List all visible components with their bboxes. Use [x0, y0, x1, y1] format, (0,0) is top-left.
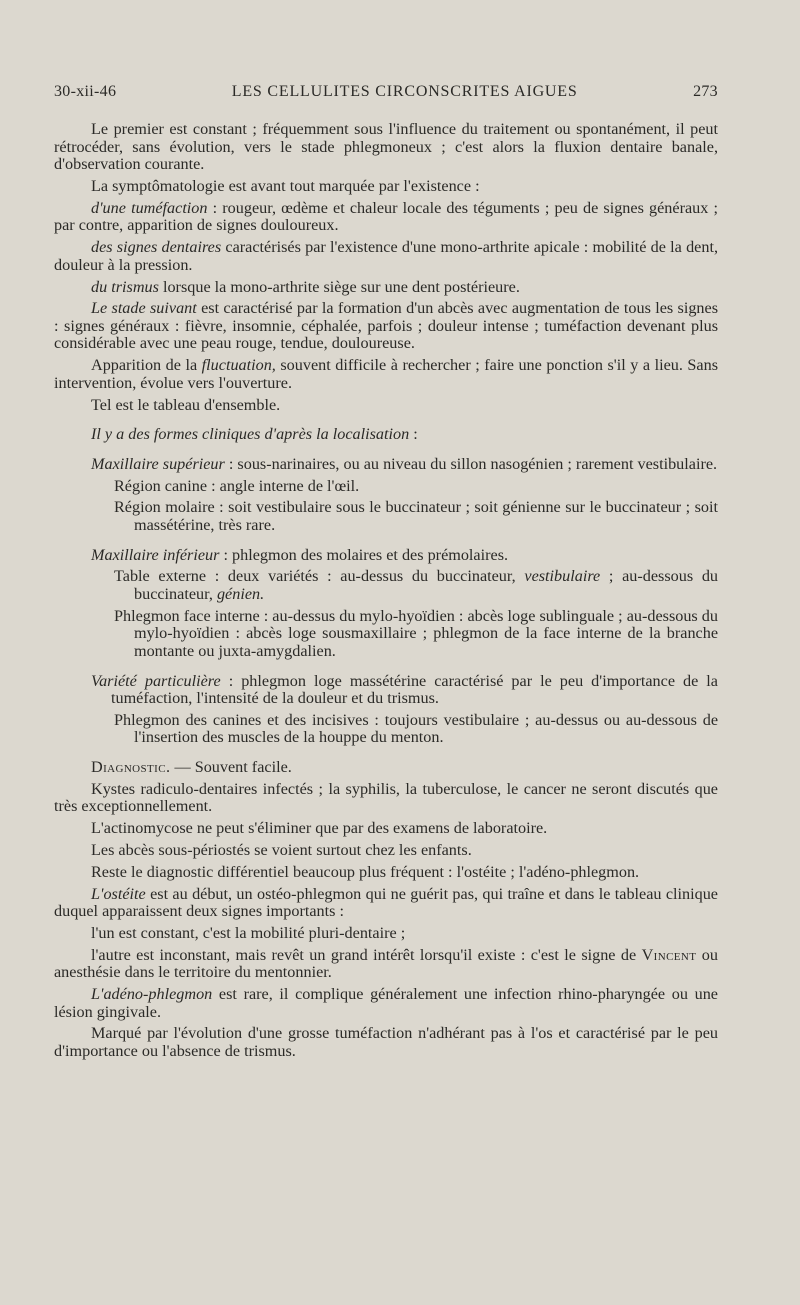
section-heading: Il y a des formes cliniques d'après la localisation :: [91, 425, 418, 444]
paragraph: Reste le diagnostic différentiel beaucoup plus fréquent : l'ostéite ; l'adéno-phlegmon.: [91, 862, 640, 881]
running-header: [54, 83, 718, 101]
list-item: Maxillaire inférieur : phlegmon des molaires et des prémolaires.: [91, 545, 509, 564]
paragraph: Tel est le tableau d'ensemble.: [91, 395, 281, 414]
list-subitem: Phlegmon des canines et des incisives : toujours vestibulaire ; au-dessus ou au-dessous de l'insertion des muscles de la houppe du menton.: [114, 710, 718, 747]
paragraph: Le stade suivant est caractérisé par la formation d'un abcès avec augmentation de tous les signes : signes généraux : fièvre, insomnie, céphalée, parfois ; douleur intense ; tuméfaction devenant plus considérable avec une peau rouge, tendue, douloureuse.: [54, 299, 718, 353]
list-subitem: Phlegmon face interne : au-dessus du mylo-hyoïdien : abcès loge sublinguale ; au-dessous du mylo-hyoïdien : abcès loge sousmaxillaire ; phlegmon de la face interne de la branche montante ou juxta-amygdalien.: [114, 606, 718, 660]
page-body: [54, 121, 718, 1061]
paragraph: L'actinomycose ne peut s'éliminer que par des examens de laboratoire.: [91, 819, 548, 838]
list-subitem: Région molaire : soit vestibulaire sous le buccinateur ; soit génienne sur le buccinateur ; soit massétérine, très rare.: [114, 498, 718, 534]
paragraph: L'adéno-phlegmon est rare, il complique généralement une infection rhino-pharyngée ou une lésion gingivale.: [54, 985, 718, 1021]
running-title: LES CELLULITES CIRCONSCRITES AIGUES: [231, 83, 578, 100]
list-subitem: Table externe : deux variétés : au-dessus du buccinateur, vestibulaire ; au-dessous du buccinateur, génien.: [114, 567, 719, 603]
paragraph: Le premier est constant ; fréquemment sous l'influence du traitement ou spontanément, il peut rétrocéder, sans évolution, vers le stade phlegmoneux ; c'est alors la fluxion dentaire banale, d'observation courante.: [54, 120, 718, 174]
paragraph: Marqué par l'évolution d'une grosse tuméfaction n'adhérant pas à l'os et caractérisé par le peu d'importance ou l'absence de trismus.: [54, 1024, 718, 1061]
paragraph: La symptômatologie est avant tout marquée par l'existence :: [91, 176, 480, 195]
header-date: 30-xii-46: [54, 83, 117, 100]
paragraph: d'une tuméfaction : rougeur, œdème et chaleur locale des téguments ; peu de signes généraux ; par contre, apparition de signes douloureux.: [54, 198, 718, 235]
paragraph: l'un est constant, c'est la mobilité pluri-dentaire ;: [91, 923, 406, 942]
list-item: Maxillaire supérieur : sous-narinaires, ou au niveau du sillon nasogénien ; rarement vestibulaire.: [91, 454, 718, 473]
paragraph: des signes dentaires caractérisés par l'existence d'une mono-arthrite apicale : mobilité de la dent, douleur à la pression.: [54, 238, 718, 274]
paragraph: du trismus lorsque la mono-arthrite siège sur une dent postérieure.: [91, 277, 520, 296]
list-item: Variété particulière : phlegmon loge massétérine caractérisé par le peu d'importance de la tuméfaction, l'intensité de la douleur et du trismus.: [91, 671, 718, 708]
paragraph: L'ostéite est au début, un ostéo-phlegmon qui ne guérit pas, qui traîne et dans le tableau clinique duquel apparaissent deux signes importants :: [54, 884, 718, 921]
list-subitem: Région canine : angle interne de l'œil.: [114, 476, 360, 495]
page-number: 273: [693, 83, 718, 100]
paragraph: Apparition de la fluctuation, souvent difficile à rechercher ; faire une ponction s'il y a lieu. Sans intervention, évolue vers l'ouverture.: [54, 356, 718, 392]
paragraph: l'autre est inconstant, mais revêt un grand intérêt lorsqu'il existe : c'est le signe de Vincent ou anesthésie dans le territoire du mentonnier.: [54, 945, 718, 982]
paragraph: Les abcès sous-périostés se voient surtout chez les enfants.: [91, 841, 472, 859]
paragraph: Kystes radiculo-dentaires infectés ; la syphilis, la tuberculose, le cancer ne seront discutés que très exceptionnellement.: [54, 779, 718, 816]
section-heading: Diagnostic. — Souvent facile.: [91, 758, 292, 777]
